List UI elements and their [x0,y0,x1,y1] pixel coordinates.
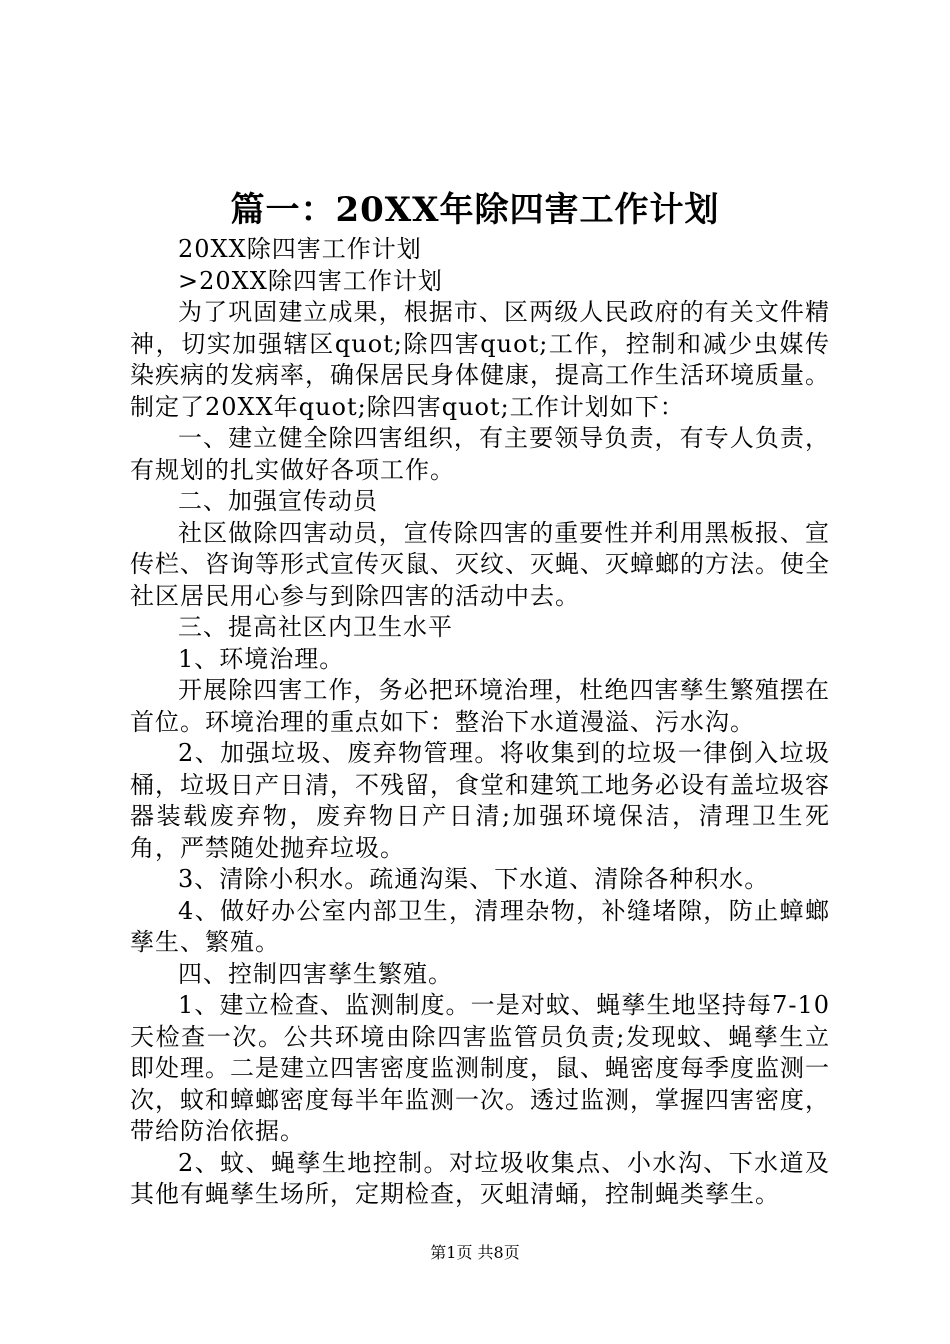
paragraph: 2、蚊、蝇孳生地控制。对垃圾收集点、小水沟、下水道及其他有蝇孳生场所，定期检查，灭蛆清蛹，控制蝇类孳生。 [130,1148,830,1208]
paragraph: 三、提高社区内卫生水平 [178,613,453,641]
paragraph: 1、建立检查、监测制度。一是对蚊、蝇孳生地坚持每7-10天检查一次。公共环境由除四害监管员负责;发现蚊、蝇孳生立即处理。二是建立四害密度监测制度，鼠、蝇密度每季度监测一次，蚊和蟑螂密度每半年监测一次。透过监测，掌握四害密度，带给防治依据。 [130,991,830,1145]
paragraph: 为了巩固建立成果，根据市、区两级人民政府的有关文件精神，切实加强辖区quot;除四害quot;工作，控制和减少虫媒传染疾病的发病率，确保居民身体健康，提高工作生活环境质量。制定了20XX年quot;除四害quot;工作计划如下： [130,298,830,421]
paragraph: 3、清除小积水。疏通沟渠、下水道、清除各种积水。 [178,865,770,893]
paragraph: 开展除四害工作，务必把环境治理，杜绝四害孳生繁殖摆在首位。环境治理的重点如下：整治下水道漫溢、污水沟。 [130,676,830,736]
paragraph: 一、建立健全除四害组织，有主要领导负责，有专人负责，有规划的扎实做好各项工作。 [130,424,830,484]
paragraph: 4、做好办公室内部卫生，清理杂物，补缝堵隙，防止蟑螂孳生、繁殖。 [130,896,830,956]
paragraph: 20XX除四害工作计划 [178,235,422,263]
paragraph: 四、控制四害孳生繁殖。 [178,959,453,988]
paragraph: 社区做除四害动员，宣传除四害的重要性并利用黑板报、宣传栏、咨询等形式宣传灭鼠、灭纹、灭蝇、灭蟑螂的方法。使全社区居民用心参与到除四害的活动中去。 [130,518,830,610]
page-title: 篇一：20XX年除四害工作计划 [230,190,720,230]
paragraph: 二、加强宣传动员 [178,487,378,515]
page-number: 第1页 共8页 [430,1243,520,1262]
paragraph: 1、环境治理。 [178,644,345,673]
paragraph: >20XX除四害工作计划 [178,266,443,295]
document-body [130,234,830,1211]
paragraph: 2、加强垃圾、废弃物管理。将收集到的垃圾一律倒入垃圾桶，垃圾日产日清，不残留，食堂和建筑工地务必设有盖垃圾容器装载废弃物，废弃物日产日清;加强环境保洁，清理卫生死角，严禁随处抛弃垃圾。 [130,739,830,862]
